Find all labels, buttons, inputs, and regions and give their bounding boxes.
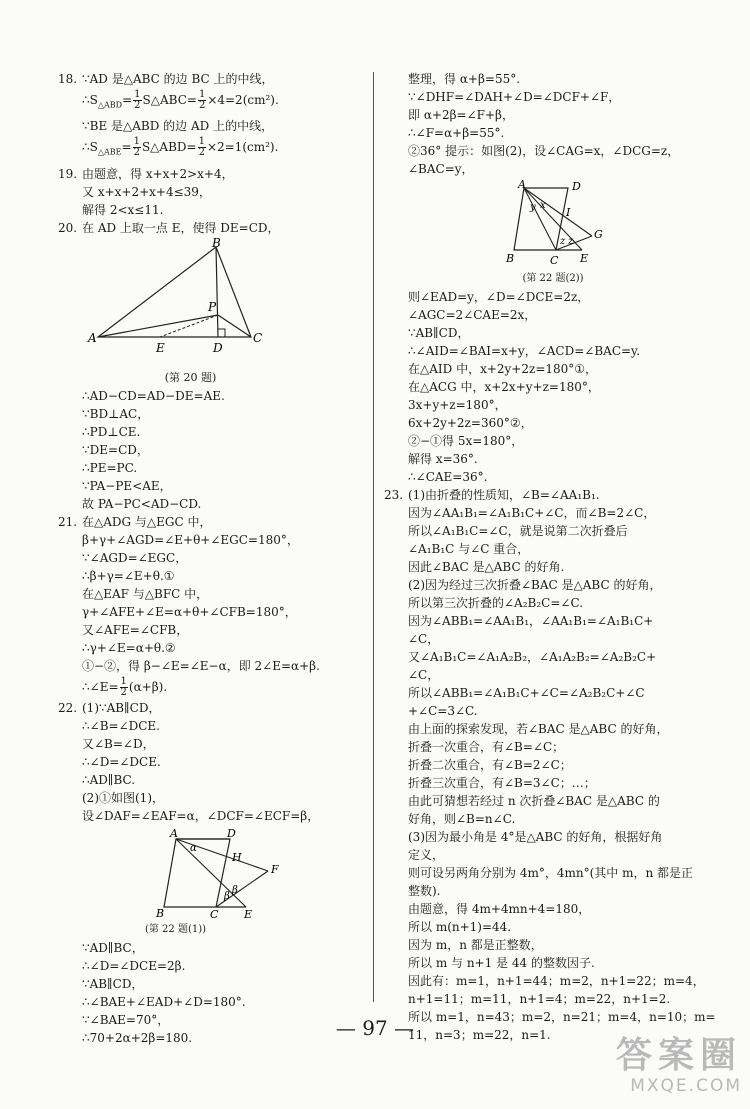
text-line (384, 124, 702, 142)
text-segment: 因为∠AA₁B₁=∠A₁B₁C+∠C，而∠B=2∠C， (408, 506, 656, 520)
text-segment: = (122, 93, 133, 107)
text-segment: 由此可猜想若经过 n 次折叠∠BAC 是△ABC 的 (408, 794, 660, 808)
label-D: D (227, 826, 236, 840)
text-line (384, 990, 702, 1008)
label-B: B (506, 252, 515, 265)
text-line (384, 846, 702, 864)
label-H: H (232, 850, 242, 864)
text-segment: 则∠EAD=y，∠D=∠DCE=2z， (408, 290, 590, 304)
text-line (384, 522, 702, 540)
column-divider (373, 72, 374, 1002)
text-line (58, 639, 363, 657)
text-segment: ∴∠D=∠DCE=2β. (82, 958, 186, 973)
text-line (58, 975, 363, 993)
text-line (384, 432, 702, 450)
text-segment: 所以第三次折叠的∠A₂B₂C=∠C. (408, 596, 584, 610)
label-C: C (253, 330, 263, 345)
text-segment: ∵∠AGD=∠EGC， (82, 550, 188, 565)
text-segment: 解得 x=36°. (408, 452, 478, 466)
text-segment: β+γ+∠AGD=∠E+θ+∠EGC=180°， (82, 532, 299, 547)
text-line (384, 828, 702, 846)
label-z-2: z (568, 236, 574, 247)
label-C: C (210, 907, 219, 921)
text-line (384, 666, 702, 684)
text-line (58, 135, 363, 164)
text-segment: ×4=2(cm²). (207, 93, 279, 107)
watermark-logo (582, 1035, 742, 1105)
text-line (384, 468, 702, 486)
text-line (384, 106, 702, 124)
text-segment: (1)∵AB∥CD， (82, 700, 161, 715)
text-line (384, 342, 702, 360)
text-line (384, 612, 702, 630)
label-F: F (271, 862, 279, 876)
text-line (58, 183, 363, 201)
text-line (58, 459, 363, 477)
figure-22-1-diagram (146, 827, 306, 919)
text-segment: 设∠DAF=∠EAF=α，∠DCF=∠ECF=β， (82, 808, 320, 823)
text-segment: ∴∠B=∠DCE. (82, 718, 160, 733)
text-line (384, 88, 702, 106)
text-segment: ∵AD∥BC， (82, 940, 144, 955)
label-E: E (156, 340, 165, 355)
text-line (58, 585, 363, 603)
text-segment: 在△ADG 与△EGC 中， (82, 514, 212, 529)
text-segment: (α+β). (128, 679, 168, 694)
text-segment: ∵PA−PE<AE， (82, 478, 172, 493)
text-line (58, 117, 363, 135)
text-segment: 定义， (408, 848, 445, 862)
solution-20-22 (58, 387, 363, 825)
text-line (58, 88, 363, 117)
text-line (58, 423, 363, 441)
text-line (384, 594, 702, 612)
text-segment: 由题意，得 x+x+2>x+4， (82, 166, 234, 181)
text-segment: 11，n=3；m=22，n=1. (408, 1028, 551, 1042)
text-line (58, 531, 363, 549)
text-line (58, 717, 363, 735)
text-segment: ∵∠BAE=70°， (82, 1012, 170, 1027)
text-line (58, 201, 363, 219)
label-A: A (518, 178, 526, 191)
text-line (58, 753, 363, 771)
figure-20 (58, 235, 363, 385)
text-line (384, 486, 702, 504)
label-beta: β (224, 890, 230, 902)
text-line (384, 882, 702, 900)
text-line (58, 939, 363, 957)
text-line (384, 288, 702, 306)
text-segment: 因此∠BAC 是△ABC 的好角. (408, 560, 565, 574)
label-D: D (213, 340, 223, 355)
label-y: y (530, 202, 536, 213)
text-line (58, 657, 363, 675)
text-segment: ∵AB∥CD， (408, 326, 470, 340)
problem-number: 20. (58, 220, 78, 235)
problem-number: 21. (58, 514, 78, 529)
text-segment: ∴∠BAE+∠EAD+∠D=180°. (82, 994, 246, 1009)
text-segment: γ+∠AFE+∠E=α+θ+∠CFB=180°， (82, 604, 297, 619)
text-line (58, 807, 363, 825)
text-segment: ∵AB∥CD， (82, 976, 144, 991)
text-line (58, 699, 363, 717)
text-segment: ∴∠CAE=36°. (408, 470, 488, 484)
text-segment: 因为 m，n 都是正整数， (408, 938, 543, 952)
text-line (58, 387, 363, 405)
text-segment: 故 PA−PC<AD−CD. (82, 496, 202, 511)
text-line (384, 738, 702, 756)
text-line (58, 735, 363, 753)
text-segment: 好角，则∠B=n∠C. (408, 812, 516, 826)
problem-number: 19. (58, 166, 78, 181)
text-segment: 整理，得 α+β=55°. (408, 72, 521, 86)
text-line (58, 477, 363, 495)
figure-22-2-caption: (第 22 题(2)) (522, 273, 584, 284)
text-segment: 又∠A₁B₁C=∠A₁A₂B₂，∠A₁A₂B₂=∠A₂B₂C+ (408, 650, 657, 664)
text-segment: (2)因为经过三次折叠∠BAC 是△ABC 的好角， (408, 578, 662, 592)
text-line (58, 567, 363, 585)
text-segment: ∵BE 是△ABD 的边 AD 上的中线， (82, 119, 274, 134)
text-line (384, 450, 702, 468)
problem-number: 22. (58, 700, 78, 715)
text-line (58, 771, 363, 789)
right-column (384, 70, 716, 1044)
text-segment: 又 x+x+2+x+4≤39， (82, 184, 211, 199)
label-P: P (208, 299, 217, 314)
text-line (58, 219, 363, 237)
text-line (384, 142, 702, 160)
label-z: z (560, 236, 566, 247)
text-line (384, 378, 702, 396)
figure-22-1-caption: (第 22 题(1)) (144, 923, 207, 935)
text-segment: (2)①如图(1)， (82, 790, 164, 805)
text-line (384, 810, 702, 828)
text-segment: 因为∠ABB₁=∠AA₁B₁，∠AA₁B₁=∠A₁B₁C+ (408, 614, 654, 628)
text-segment: ∵BD⊥AC， (82, 406, 150, 421)
text-line (384, 720, 702, 738)
text-line (384, 504, 702, 522)
text-segment: 又∠B=∠D， (82, 736, 155, 751)
figure-22-2-diagram (504, 180, 654, 268)
text-line (384, 702, 702, 720)
text-line (384, 864, 702, 882)
text-segment: 又∠AFE=∠CFB， (82, 622, 189, 637)
text-line (58, 70, 363, 88)
label-D: D (572, 180, 581, 193)
text-segment: (1)由折叠的性质知，∠B=∠AA₁B₁. (408, 488, 600, 502)
text-segment: ∵DE=CD， (82, 442, 149, 457)
solution-22-23 (384, 288, 716, 1044)
text-segment: ②−①得 5x=180°， (408, 434, 524, 448)
text-segment: 折叠三次重合，有∠B=3∠C；…； (408, 776, 596, 790)
page-number: — 97 — (335, 1016, 415, 1040)
fraction: $\frac{1}{2}$ (133, 136, 140, 159)
text-segment: ∠C， (408, 668, 440, 682)
figure-20-diagram (86, 235, 263, 367)
fraction: $\frac{1}{2}$ (198, 136, 205, 159)
label-alpha: α (190, 842, 197, 854)
text-segment: ∴β+γ=∠E+θ.① (82, 568, 175, 583)
text-segment: 在 AD 上取一点 E，使得 DE=CD， (82, 220, 280, 235)
figure-20-caption: (第 20 题) (164, 370, 217, 384)
text-segment: 则可设另两角分别为 4m°，4mn°(其中 m，n 都是正 (408, 866, 693, 880)
text-segment: ∴γ+∠E=α+θ.② (82, 640, 176, 655)
text-line (384, 414, 702, 432)
label-A: A (170, 826, 178, 840)
problem-number: 23. (384, 488, 404, 502)
text-line (384, 756, 702, 774)
text-segment: 由题意，得 4m+4mn+4=180， (408, 902, 591, 916)
text-segment: S△ABD= (141, 140, 197, 155)
text-segment: ∠BAC=y， (408, 162, 474, 176)
text-segment: 所以∠ABB₁=∠A₁B₁C+∠C=∠A₂B₂C+∠C (408, 686, 645, 700)
text-segment: 所以 m=1，n=43；m=2，n=21；m=4，n=10；m= (408, 1010, 716, 1024)
subscript: △ABE (97, 147, 122, 157)
text-line (384, 558, 702, 576)
label-x: x (540, 200, 546, 211)
text-segment: 在△AID 中，x+2y+2z=180°①， (408, 362, 598, 376)
text-segment: S△ABC= (142, 93, 197, 107)
text-line (58, 549, 363, 567)
subscript: △ABD (97, 100, 123, 110)
figure-22-1 (58, 827, 363, 937)
text-line (384, 324, 702, 342)
label-C: C (550, 254, 559, 267)
text-line (58, 789, 363, 807)
text-segment: 由上面的探索发现，若∠BAC 是△ABC 的好角， (408, 722, 669, 736)
fraction: $\frac{1}{2}$ (134, 89, 141, 111)
text-segment: +∠C=3∠C. (408, 704, 478, 718)
figure-22-2 (384, 180, 702, 286)
watermark-text: 答案圈 (615, 1034, 742, 1076)
left-column (58, 70, 363, 1047)
text-line (384, 306, 702, 324)
label-G: G (594, 228, 603, 241)
text-line (58, 513, 363, 531)
text-segment: ∴∠AID=∠BAI=x+y，∠ACD=∠BAC=y. (408, 344, 641, 358)
text-line (384, 576, 702, 594)
text-segment: ∵AD 是△ABC 的边 BC 上的中线， (82, 72, 274, 86)
text-segment: 所以∠A₁B₁C=∠C，就是说第二次折叠后 (408, 524, 628, 538)
text-segment: ∵∠DHF=∠DAH+∠D=∠DCF+∠F， (408, 90, 621, 104)
label-B: B (156, 906, 165, 920)
text-segment: ②36° 提示：如图(2)，设∠CAG=x，∠DCG=z， (408, 144, 680, 158)
text-line (384, 918, 702, 936)
text-segment: ∴70+2α+2β=180. (82, 1030, 193, 1045)
text-line (384, 648, 702, 666)
text-segment: 解得 2<x≤11. (82, 202, 164, 217)
text-line (58, 621, 363, 639)
text-segment: 所以 m 与 n+1 是 44 的整数因子. (408, 956, 595, 970)
text-line (384, 792, 702, 810)
text-line (384, 70, 702, 88)
text-segment: ∴AD∥BC. (82, 772, 136, 787)
text-segment: 6x+2y+2z=360°②， (408, 416, 533, 430)
text-segment: ∴AD−CD=AD−DE=AE. (82, 388, 225, 403)
text-line (384, 630, 702, 648)
text-line (58, 441, 363, 459)
text-line (58, 957, 363, 975)
text-segment: = (121, 140, 132, 155)
watermark-url: MXQE.COM (630, 1076, 742, 1096)
text-segment: ∴PE=PC. (82, 460, 138, 475)
label-E: E (580, 252, 589, 265)
solution-22-2 (384, 70, 702, 178)
text-segment: 在△EAF 与△BFC 中， (82, 586, 209, 601)
problem-number: 18. (58, 72, 78, 86)
text-segment: ①−②，得 β−∠E=∠E−α，即 2∠E=α+β. (82, 658, 320, 673)
text-line (384, 684, 702, 702)
text-line (384, 774, 702, 792)
text-segment: 即 α+2β=∠F+β， (408, 108, 514, 122)
text-line (384, 972, 705, 990)
label-B: B (212, 235, 221, 250)
solution-18-20 (58, 70, 363, 237)
text-segment: 在△ACG 中，x+2x+y+z=180°， (408, 380, 600, 394)
text-segment: 折叠二次重合，有∠B=2∠C； (408, 758, 572, 772)
label-beta-2: β (232, 884, 238, 896)
text-line (58, 603, 363, 621)
fraction: $\frac{1}{2}$ (120, 675, 127, 698)
text-line (384, 360, 702, 378)
text-segment: ∴S (82, 93, 98, 107)
text-line (58, 495, 363, 513)
text-segment: ∴S (82, 140, 98, 155)
text-segment: 折叠一次重合，有∠B=∠C； (408, 740, 565, 754)
text-segment: 整数). (408, 884, 441, 898)
text-segment: n+1=11；m=11，n+1=4；m=22，n+1=2. (408, 992, 671, 1006)
text-segment: ∴∠D=∠DCE. (82, 754, 161, 769)
fraction: $\frac{1}{2}$ (198, 89, 206, 111)
text-line (384, 954, 702, 972)
text-line (384, 936, 702, 954)
text-line (58, 405, 363, 423)
label-A: A (88, 330, 97, 345)
text-segment: ∴PD⊥CE. (82, 424, 141, 439)
text-segment: 所以 m(n+1)=44. (408, 920, 512, 934)
text-line (384, 900, 702, 918)
text-segment: ∴∠F=α+β=55°. (408, 126, 505, 140)
text-segment: (3)因为最小角是 4°是△ABC 的好角，根据好角 (408, 830, 663, 844)
text-segment: ∠A₁B₁C 与∠C 重合， (408, 542, 530, 556)
text-segment: ∴∠E= (82, 679, 119, 694)
text-line (384, 396, 702, 414)
text-line (384, 160, 702, 178)
text-segment: 因此有：m=1，n+1=44；m=2，n+1=22；m=4， (408, 974, 705, 988)
text-segment: ×2=1(cm²). (206, 140, 279, 155)
label-E: E (244, 907, 253, 921)
text-segment: 3x+y+z=180°， (408, 398, 507, 412)
text-line (384, 540, 702, 558)
text-line (58, 165, 363, 183)
label-I: I (566, 206, 571, 219)
text-line (58, 993, 363, 1011)
text-segment: ∠C， (408, 632, 440, 646)
text-segment: ∠AGC=2∠CAE=2x， (408, 308, 537, 322)
text-line (58, 675, 363, 699)
